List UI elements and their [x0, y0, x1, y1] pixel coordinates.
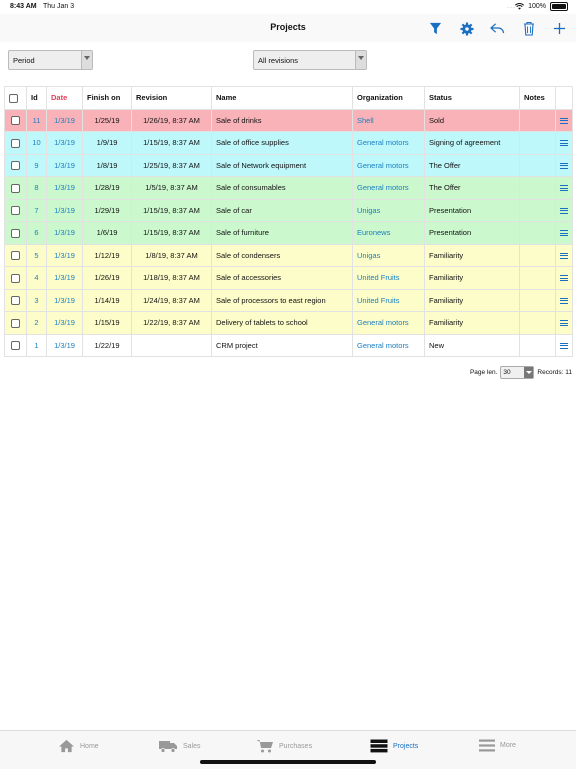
cell-id[interactable]: 1	[27, 334, 47, 357]
cell-revision: 1/5/19, 8:37 AM	[132, 177, 212, 200]
row-menu-icon[interactable]	[556, 244, 573, 267]
cell-id[interactable]: 8	[27, 177, 47, 200]
cell-date[interactable]: 1/3/19	[47, 289, 83, 312]
table-header-row	[5, 87, 573, 110]
cell-status: Familiarity	[425, 267, 520, 290]
cell-finish-on: 1/9/19	[83, 132, 132, 155]
cell-finish-on: 1/15/19	[83, 312, 132, 335]
cell-id[interactable]: 9	[27, 154, 47, 177]
cell-status: Sold	[425, 109, 520, 132]
checkbox-icon	[11, 116, 20, 125]
wifi-icon	[515, 3, 524, 10]
cell-date[interactable]: 1/3/19	[47, 132, 83, 155]
checkbox-icon	[11, 161, 20, 170]
row-menu-icon[interactable]	[556, 267, 573, 290]
projects-table	[4, 86, 573, 357]
header-notes[interactable]: Notes	[520, 87, 556, 110]
cell-date[interactable]: 1/3/19	[47, 267, 83, 290]
tab-label: More	[500, 742, 516, 749]
row-checkbox[interactable]	[5, 154, 27, 177]
cell-notes	[520, 334, 556, 357]
header-revision[interactable]: Revision	[132, 87, 212, 110]
cell-organization[interactable]: General motors	[353, 334, 425, 357]
page-length-value: 30	[503, 369, 511, 376]
row-checkbox[interactable]	[5, 267, 27, 290]
cell-id[interactable]: 5	[27, 244, 47, 267]
cell-status: Presentation	[425, 222, 520, 245]
cell-name: Sale of accessories	[212, 267, 353, 290]
cell-status: Familiarity	[425, 312, 520, 335]
cell-name: Sale of office supplies	[212, 132, 353, 155]
tab-sales[interactable]	[158, 739, 201, 753]
cell-name: Delivery of tablets to school	[212, 312, 353, 335]
hamburger-icon	[560, 320, 568, 326]
row-checkbox[interactable]	[5, 132, 27, 155]
cell-revision: 1/18/19, 8:37 AM	[132, 267, 212, 290]
row-menu-icon[interactable]	[556, 222, 573, 245]
filter-icon[interactable]	[427, 20, 444, 37]
cell-notes	[520, 154, 556, 177]
hamburger-icon	[560, 208, 568, 214]
hamburger-icon	[560, 253, 568, 259]
table-row[interactable]	[5, 109, 573, 132]
row-checkbox[interactable]	[5, 177, 27, 200]
cell-organization[interactable]: General motors	[353, 177, 425, 200]
cell-id[interactable]: 7	[27, 199, 47, 222]
cell-status: Familiarity	[425, 244, 520, 267]
tab-label: Home	[80, 742, 99, 750]
hamburger-icon	[560, 118, 568, 124]
cell-revision: 1/22/19, 8:37 AM	[132, 312, 212, 335]
multitask-dots: ···	[507, 5, 516, 11]
row-checkbox[interactable]	[5, 334, 27, 357]
cell-organization[interactable]: General motors	[353, 132, 425, 155]
checkbox-icon	[9, 94, 18, 103]
hamburger-icon	[560, 140, 568, 146]
row-checkbox[interactable]	[5, 222, 27, 245]
trash-icon[interactable]	[520, 20, 537, 37]
cell-revision: 1/25/19, 8:37 AM	[132, 154, 212, 177]
select-all-checkbox[interactable]	[5, 87, 27, 110]
battery-icon	[550, 2, 568, 11]
cell-name: Sale of car	[212, 199, 353, 222]
cell-status: New	[425, 334, 520, 357]
cell-revision: 1/15/19, 8:37 AM	[132, 222, 212, 245]
cell-revision: 1/15/19, 8:37 AM	[132, 199, 212, 222]
plus-icon[interactable]	[551, 20, 568, 37]
table-row[interactable]	[5, 177, 573, 200]
table-row[interactable]	[5, 244, 573, 267]
cell-status: Signing of agreement	[425, 132, 520, 155]
cell-date[interactable]: 1/3/19	[47, 109, 83, 132]
toolbar	[427, 20, 568, 37]
tab-projects[interactable]	[370, 739, 418, 753]
period-select[interactable]	[8, 50, 93, 70]
cell-finish-on: 1/22/19	[83, 334, 132, 357]
tab-label: Sales	[183, 742, 201, 750]
checkbox-icon	[11, 274, 20, 283]
row-menu-icon[interactable]	[556, 312, 573, 335]
truck-icon	[158, 739, 178, 753]
period-select-value: Period	[13, 56, 35, 65]
battery-percent: 100%	[528, 3, 546, 10]
cell-name: Sale of drinks	[212, 109, 353, 132]
table-row[interactable]	[5, 267, 573, 290]
chevron-down-icon	[355, 51, 366, 69]
table-body	[5, 109, 573, 357]
row-menu-icon[interactable]	[556, 154, 573, 177]
table-row[interactable]	[5, 312, 573, 335]
cell-organization[interactable]: Unigas	[353, 244, 425, 267]
cell-organization[interactable]: Euronews	[353, 222, 425, 245]
tab-label: Purchases	[279, 742, 313, 750]
cell-finish-on: 1/28/19	[83, 177, 132, 200]
cell-organization[interactable]: Shell	[353, 109, 425, 132]
cell-id[interactable]: 6	[27, 222, 47, 245]
row-checkbox[interactable]	[5, 199, 27, 222]
chevron-down-icon	[81, 51, 92, 69]
cell-revision: 1/26/19, 8:37 AM	[132, 109, 212, 132]
cell-finish-on: 1/25/19	[83, 109, 132, 132]
cell-date[interactable]: 1/3/19	[47, 199, 83, 222]
cart-icon	[256, 739, 274, 753]
cell-finish-on: 1/14/19	[83, 289, 132, 312]
cell-date[interactable]: 1/3/19	[47, 334, 83, 357]
table-row[interactable]	[5, 222, 573, 245]
cell-notes	[520, 222, 556, 245]
cell-name: Sale of processors to east region	[212, 289, 353, 312]
cell-name: CRM project	[212, 334, 353, 357]
cell-id[interactable]: 4	[27, 267, 47, 290]
cell-status: Familiarity	[425, 289, 520, 312]
status-time: 8:43 AM	[10, 3, 37, 10]
header-status[interactable]: Status	[425, 87, 520, 110]
hamburger-icon	[560, 230, 568, 236]
status-date: Thu Jan 3	[43, 3, 75, 10]
cell-organization[interactable]: United Fruits	[353, 289, 425, 312]
header-name[interactable]: Name	[212, 87, 353, 110]
status-right	[515, 2, 568, 11]
cell-revision: 1/8/19, 8:37 AM	[132, 244, 212, 267]
menu-icon	[479, 739, 495, 752]
cell-name: Sale of consumables	[212, 177, 353, 200]
cell-id[interactable]: 3	[27, 289, 47, 312]
page-title: Projects	[270, 22, 306, 32]
row-menu-icon[interactable]	[556, 334, 573, 357]
cell-status: The Offer	[425, 154, 520, 177]
tab-home[interactable]	[58, 739, 99, 753]
cell-finish-on: 1/12/19	[83, 244, 132, 267]
hamburger-icon	[560, 298, 568, 304]
header-date[interactable]: Date	[47, 87, 83, 110]
cell-notes	[520, 289, 556, 312]
cell-id[interactable]: 11	[27, 109, 47, 132]
hamburger-icon	[560, 163, 568, 169]
tab-more[interactable]	[479, 739, 516, 752]
cell-name: Sale of furniture	[212, 222, 353, 245]
cell-date[interactable]: 1/3/19	[47, 312, 83, 335]
cell-finish-on: 1/29/19	[83, 199, 132, 222]
cell-date[interactable]: 1/3/19	[47, 177, 83, 200]
table-row[interactable]	[5, 199, 573, 222]
cell-organization[interactable]: General motors	[353, 312, 425, 335]
checkbox-icon	[11, 139, 20, 148]
checkbox-icon	[11, 229, 20, 238]
cell-finish-on: 1/6/19	[83, 222, 132, 245]
cell-date[interactable]: 1/3/19	[47, 222, 83, 245]
table-row[interactable]	[5, 132, 573, 155]
checkbox-icon	[11, 251, 20, 260]
cell-notes	[520, 267, 556, 290]
filter-bar	[0, 42, 576, 78]
cell-status: Presentation	[425, 199, 520, 222]
row-menu-icon[interactable]	[556, 289, 573, 312]
row-checkbox[interactable]	[5, 312, 27, 335]
cell-revision: 1/15/19, 8:37 AM	[132, 132, 212, 155]
cell-notes	[520, 312, 556, 335]
checkbox-icon	[11, 319, 20, 328]
cell-notes	[520, 244, 556, 267]
cell-notes	[520, 132, 556, 155]
cell-organization[interactable]: United Fruits	[353, 267, 425, 290]
page-length-select[interactable]	[500, 366, 534, 379]
cell-id[interactable]: 2	[27, 312, 47, 335]
cell-organization[interactable]: General motors	[353, 154, 425, 177]
row-checkbox[interactable]	[5, 289, 27, 312]
pager	[470, 366, 572, 379]
row-menu-icon[interactable]	[556, 177, 573, 200]
checkbox-icon	[11, 341, 20, 350]
gear-icon[interactable]	[458, 20, 475, 37]
cell-date[interactable]: 1/3/19	[47, 154, 83, 177]
row-menu-icon[interactable]	[556, 132, 573, 155]
table-row[interactable]	[5, 334, 573, 357]
cell-notes	[520, 177, 556, 200]
nav-bar	[0, 14, 576, 43]
cell-finish-on: 1/26/19	[83, 267, 132, 290]
records-count: Records: 11	[537, 369, 572, 376]
cell-notes	[520, 199, 556, 222]
checkbox-icon	[11, 206, 20, 215]
status-bar	[0, 0, 576, 14]
cell-finish-on: 1/8/19	[83, 154, 132, 177]
header-organization[interactable]: Organization	[353, 87, 425, 110]
hamburger-icon	[560, 185, 568, 191]
cell-revision	[132, 334, 212, 357]
cell-date[interactable]: 1/3/19	[47, 244, 83, 267]
chevron-down-icon	[524, 367, 533, 378]
cell-name: Sale of condensers	[212, 244, 353, 267]
checkbox-icon	[11, 296, 20, 305]
revisions-select[interactable]	[253, 50, 367, 70]
tab-label: Projects	[393, 742, 419, 750]
cell-organization[interactable]: Unigas	[353, 199, 425, 222]
cell-revision: 1/24/19, 8:37 AM	[132, 289, 212, 312]
cell-name: Sale of Network equipment	[212, 154, 353, 177]
header-id[interactable]: Id	[27, 87, 47, 110]
row-menu-icon[interactable]	[556, 199, 573, 222]
tab-purchases[interactable]	[256, 739, 312, 753]
header-menu	[556, 87, 573, 110]
cell-id[interactable]: 10	[27, 132, 47, 155]
checkbox-icon	[11, 184, 20, 193]
hamburger-icon	[560, 275, 568, 281]
reply-icon[interactable]	[489, 20, 506, 37]
cell-notes	[520, 109, 556, 132]
table-row[interactable]	[5, 289, 573, 312]
row-menu-icon[interactable]	[556, 109, 573, 132]
table-row[interactable]	[5, 154, 573, 177]
hamburger-icon	[560, 343, 568, 349]
home-icon	[58, 739, 75, 753]
cell-status: The Offer	[425, 177, 520, 200]
row-checkbox[interactable]	[5, 109, 27, 132]
header-finish-on[interactable]: Finish on	[83, 87, 132, 110]
page-length-label: Page len.	[469, 369, 498, 376]
row-checkbox[interactable]	[5, 244, 27, 267]
projects-icon	[370, 739, 388, 753]
home-indicator[interactable]	[200, 760, 376, 764]
revisions-select-value: All revisions	[258, 56, 299, 65]
